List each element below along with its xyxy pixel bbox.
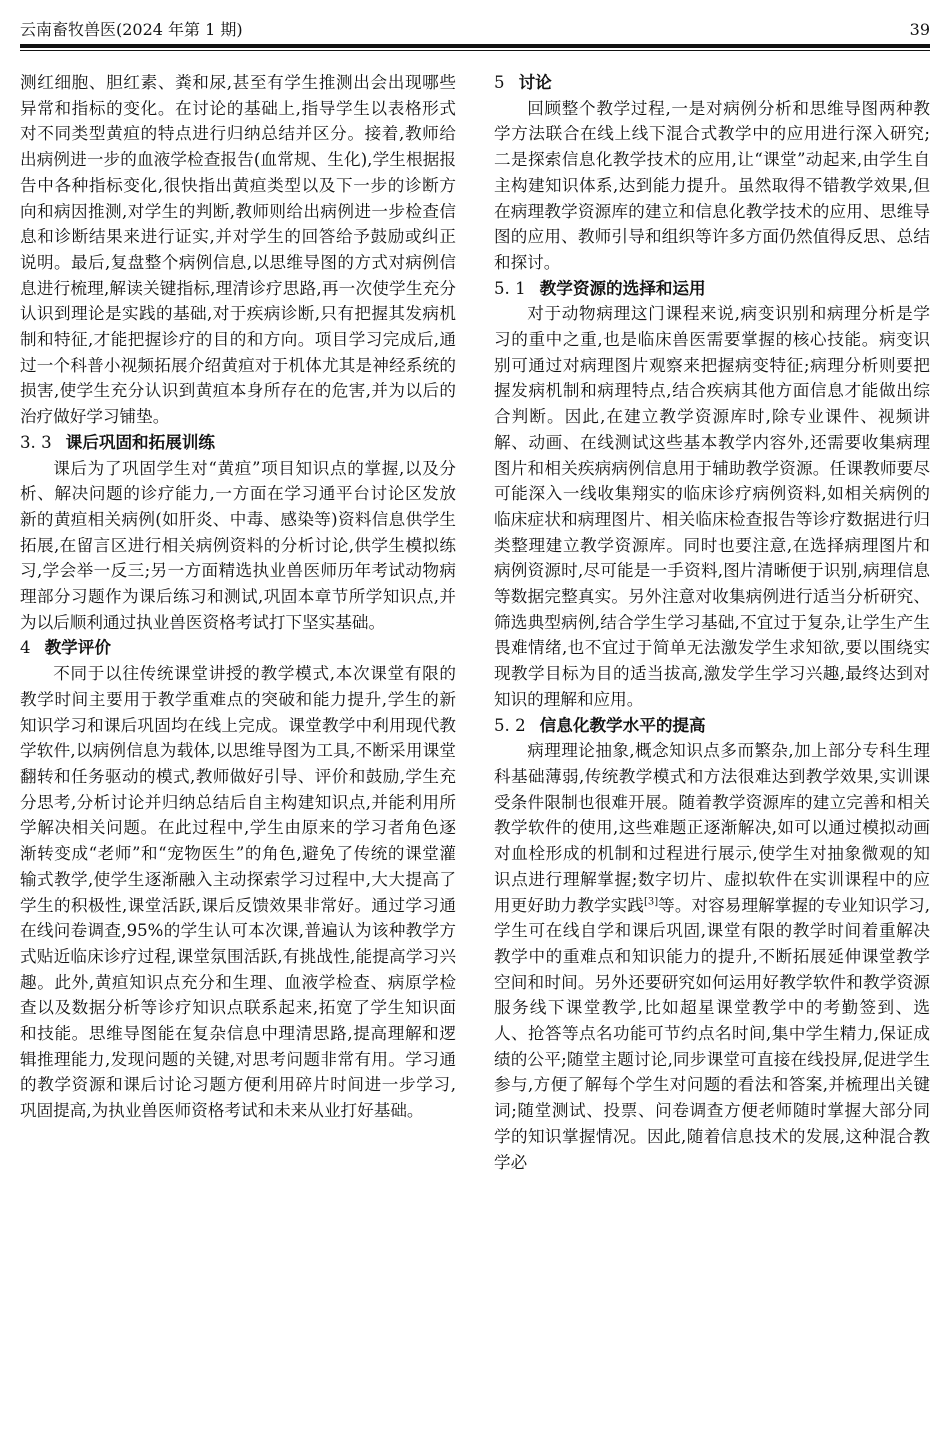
section-number: 5. 2 — [494, 715, 526, 735]
section-title: 讨论 — [518, 73, 552, 92]
section-number: 4 — [20, 638, 31, 658]
paragraph-text: 等。对容易理解掌握的专业知识学习,学生可在线自学和课后巩固,课堂有限的教学时间着重解决教学中的重难点和知识能力的提升,不断拓展延伸课堂教学空间和时间。另外还要研究如何运用好教学软件和教学资源服务线下课堂教学,比如超星课堂教学中的考勤签到、选人、抢答等点名功能可节约点名时间,集中学生精力,保证成绩的公平;随堂主题讨论,同步课堂可直接在线投屏,促进学生参与,方便了解每个学生对问题的看法和答案,并梳理出关键词;随堂测试、投票、问卷调查方便老师随时掌握大部分同学的知识掌握情况。因此,随着信息技术的发展,这种混合教学必 — [494, 895, 930, 1172]
right-column — [494, 70, 930, 1175]
left-column — [20, 70, 456, 1124]
journal-title: 云南畜牧兽医(2024 年第 1 期) — [20, 20, 243, 39]
section-number: 3. 3 — [20, 432, 52, 452]
paragraph-text: 病理理论抽象,概念知识点多而繁杂,加上部分专科生理科基础薄弱,传统教学模式和方法很难达到教学效果,实训课受条件限制也很难开展。随着教学资源库的建立完善和相关教学软件的使用,这些难题正逐渐解决,如可以通过模拟动画对血栓形成的机制和过程进行展示,使学生对抽象微观的知识点进行理解掌握;数字切片、虚拟软件在实训课程中的应用更好助力教学实践 — [494, 741, 930, 915]
citation-ref: [3] — [643, 895, 659, 907]
section-heading-3-3 — [20, 430, 456, 456]
section-title: 教学评价 — [44, 638, 111, 658]
header-rule-thick — [20, 44, 930, 48]
section-number: 5. 1 — [494, 278, 526, 298]
section-heading-5 — [494, 70, 930, 96]
page-number: 39 — [909, 20, 930, 39]
section-heading-4 — [20, 635, 456, 661]
section-title: 信息化教学水平的提高 — [539, 715, 706, 735]
header-rule-thin — [20, 50, 930, 51]
paragraph — [494, 738, 930, 1175]
paragraph: 不同于以往传统课堂讲授的教学模式,本次课堂有限的教学时间主要用于教学重难点的突破和能力提升,学生的新知识学习和课后巩固均在线上完成。课堂教学中利用现代教学软件,以病例信息为载体,以思维导图为工具,不断采用课堂翻转和任务驱动的模式,教师做好引导、评价和鼓励,学生充分思考,分析讨论并归纳总结后自主构建知识点,并能利用所学解决相关问题。在此过程中,学生由原来的学习者角色逐渐转变成“老师”和“宠物医生”的角色,避免了传统的课堂灌输式教学,使学生逐渐融入主动探索学习过程中,大大提高了学生的积极性,课堂活跃,课后反馈效果非常好。通过学习通在线问卷调查,95%的学生认可本次课,普遍认为该种教学方式贴近临床诊疗过程,课堂氛围活跃,有挑战性,能提高学习兴趣。此外,黄疸知识点充分和生理、血液学检查、病原学检查以及数据分析等诊疗知识点联系起来,拓宽了学生知识面和技能。思维导图能在复杂信息中理清思路,提高理解和逻辑推理能力,发现问题的关键,对思考问题非常有用。学习通的教学资源和课后讨论习题方便利用碎片时间进一步学习,巩固提高,为执业兽医师资格考试和未来从业打好基础。 — [20, 664, 456, 1121]
paragraph: 对于动物病理这门课程来说,病变识别和病理分析是学习的重中之重,也是临床兽医需要掌握的核心技能。病变识别可通过对病理图片观察来把握病变特征;病理分析则要把握发病机制和病理特点,结合疾病其他方面信息才能做出综合判断。因此,在建立教学资源库时,除专业课件、视频讲解、动画、在线测试这些基本教学内容外,还需要收集病理图片和相关疾病病例信息用于辅助教学资源。任课教师要尽可能深入一线收集翔实的临床诊疗病例资料,如相关病例的临床症状和病理图片、相关临床检查报告等诊疗数据进行归类整理建立教学资源库。同时也要注意,在选择病理图片和病例资源时,尽可能是一手资料,图片清晰便于识别,病理信息等数据完整真实。另外注意对收集病例进行适当分析研究、筛选典型病例,结合学生学习基础,不宜过于复杂,让学生产生畏难情绪,也不宜过于简单无法激发学生求知欲,要以围绕实现教学目标为目的适当拔高,激发学生学习兴趣,最终达到对知识的理解和应用。 — [494, 304, 930, 709]
running-header — [20, 18, 930, 42]
section-heading-5-2 — [494, 713, 930, 739]
paragraph-continued: 测红细胞、胆红素、粪和尿,甚至有学生推测出会出现哪些异常和指标的变化。在讨论的基础上,指导学生以表格形式对不同类型黄疸的特点进行归纳总结并区分。接着,教师给出病例进一步的血液学检查报告(血常规、生化),学生根据报告中各种指标变化,很快指出黄疸类型以及下一步的诊断方向和病因推测,对学生的判断,教师则给出病例进一步检查信息和诊断结果来进行证实,并对学生的回答给予鼓励或纠正说明。最后,复盘整个病例信息,以思维导图的方式对病例信息进行梳理,解读关键指标,理清诊疗思路,再一次使学生充分认识到理论是实践的基础,对于疾病诊断,只有把握其发病机制和特征,才能把握诊疗的目的和方向。项目学习完成后,通过一个科普小视频拓展介绍黄疸对于机体尤其是神经系统的损害,使学生充分认识到黄疸本身所存在的危害,并为以后的治疗做好学习铺垫。 — [20, 73, 456, 427]
section-title: 课后巩固和拓展训练 — [65, 432, 216, 452]
section-number: 5 — [494, 73, 505, 92]
section-title: 教学资源的选择和运用 — [539, 278, 706, 298]
section-heading-5-1 — [494, 276, 930, 302]
paragraph: 课后为了巩固学生对“黄疸”项目知识点的掌握,以及分析、解决问题的诊疗能力,一方面在学习通平台讨论区发放新的黄疸相关病例(如肝炎、中毒、感染等)资料信息供学生拓展,在留言区进行相关病例资料的分析讨论,供学生模拟练习,学会举一反三;另一方面精选执业兽医师历年考试动物病理部分习题作为课后练习和测试,巩固本章节所学知识点,并为以后顺利通过执业兽医资格考试打下坚实基础。 — [20, 458, 456, 632]
paragraph: 回顾整个教学过程,一是对病例分析和思维导图两种教学方法联合在线上线下混合式教学中的应用进行深入研究;二是探索信息化教学技术的应用,让“课堂”动起来,由学生自主构建知识体系,达到能力提升。虽然取得不错教学效果,但在病理教学资源库的建立和信息化教学技术的应用、思维导图的应用、教师引导和组织等许多方面仍然值得反思、总结和探讨。 — [494, 98, 930, 272]
